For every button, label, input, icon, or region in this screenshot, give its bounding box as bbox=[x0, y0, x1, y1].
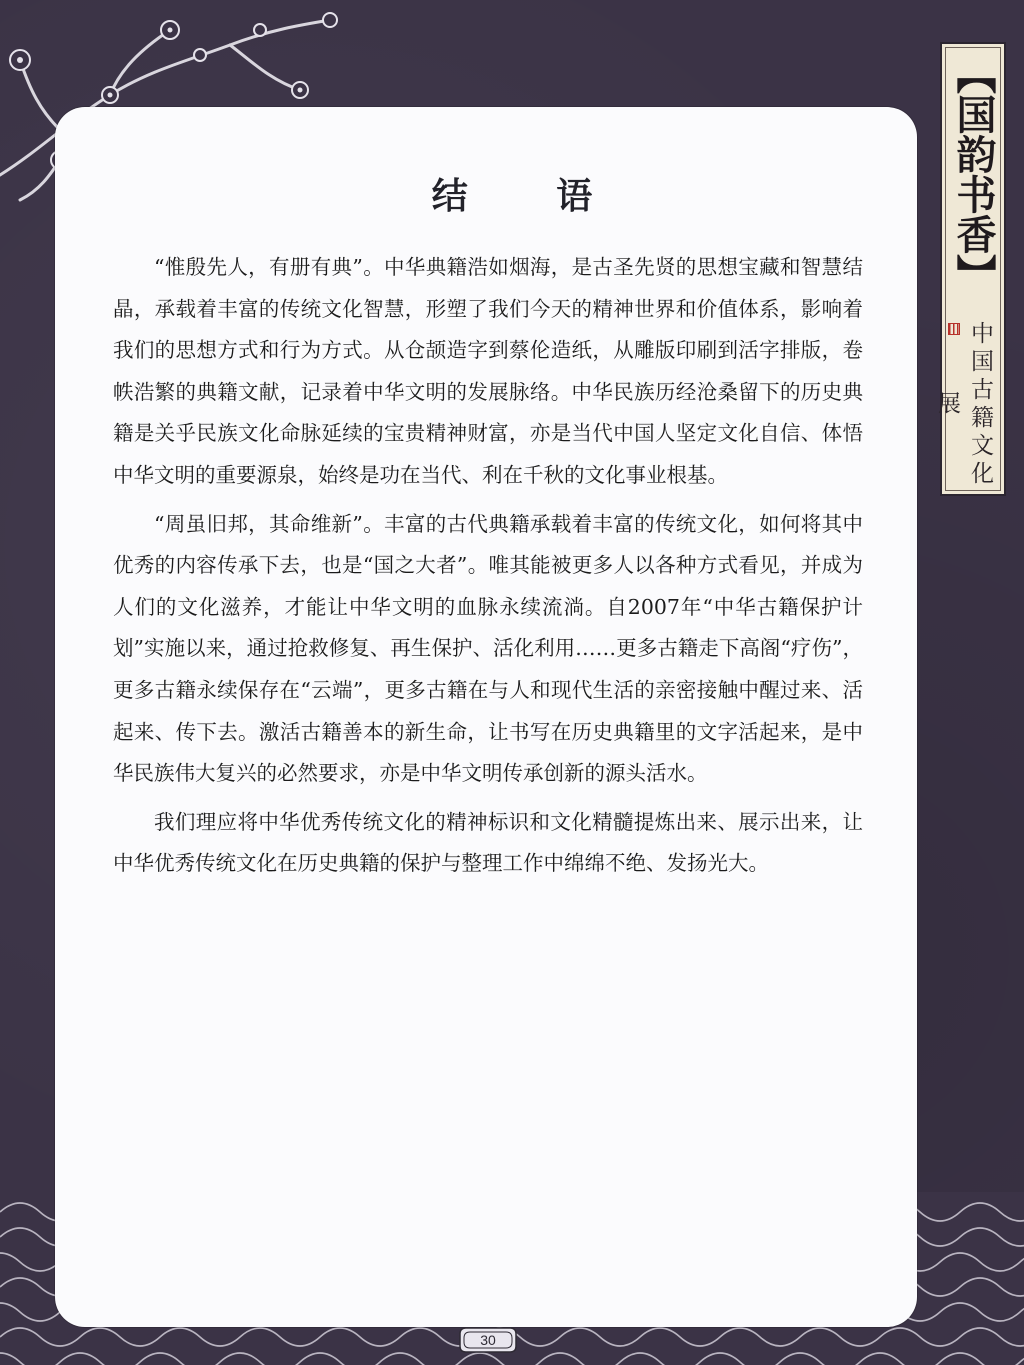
article-paragraph: 我们理应将中华优秀传统文化的精神标识和文化精髓提炼出来、展示出来，让中华优秀传统文化在历史典籍的保护与整理工作中绵绵不绝、发扬光大。 bbox=[113, 809, 863, 876]
page-number: 30 bbox=[480, 1332, 496, 1348]
brand-panel bbox=[934, 42, 1006, 496]
red-seal-icon bbox=[948, 323, 960, 335]
brand-title-char: 香 bbox=[950, 214, 997, 254]
page-number-badge bbox=[458, 1327, 518, 1353]
article-paragraph: “惟殷先人，有册有典”。中华典籍浩如烟海，是古圣先贤的思想宝藏和智慧结晶，承载着丰富的传统文化智慧，形塑了我们今天的精神世界和价值体系，影响着我们的思想方式和行为方式。从仓颉造字到蔡伦造纸，从雕版印刷到活字排版，卷帙浩繁的典籍文献，记录着中华文明的发展脉络。中华民族历经沧桑留下的历史典籍是关乎民族文化命脉延续的宝贵精神财富，亦是当代中国人坚定文化自信、体悟中华文明的重要源泉，始终是功在当代、利在千秋的文化事业根基。 bbox=[113, 255, 863, 487]
article-body bbox=[113, 247, 863, 892]
brand-title-char: 【 bbox=[950, 54, 997, 94]
article-paragraph: “周虽旧邦，其命维新”。丰富的古代典籍承载着丰富的传统文化，如何将其中优秀的内容传承下去，也是“国之大者”。唯其能被更多人以各种方式看见，并成为人们的文化滋养，才能让中华文明的血脉永续流淌。自2007年“中华古籍保护计划”实施以来，通过抢救修复、再生保护、活化利用……更多古籍走下高阁“疗伤”，更多古籍永续保存在“云端”，更多古籍在与人和现代生活的亲密接触中醒过来、活起来、传下去。激活古籍善本的新生命，让书写在历史典籍里的文字活起来，是中华民族伟大复兴的必然要求，亦是中华文明传承创新的源头活水。 bbox=[113, 511, 863, 786]
article-title: 结 语 bbox=[431, 175, 631, 217]
brand-title-char: 韵 bbox=[950, 134, 997, 174]
brand-title-char: 国 bbox=[950, 94, 997, 134]
brand-title-char: 书 bbox=[950, 174, 997, 214]
brand-subtitle: 中国古籍文化展 bbox=[934, 321, 993, 489]
brand-title-char: 】 bbox=[950, 254, 997, 294]
